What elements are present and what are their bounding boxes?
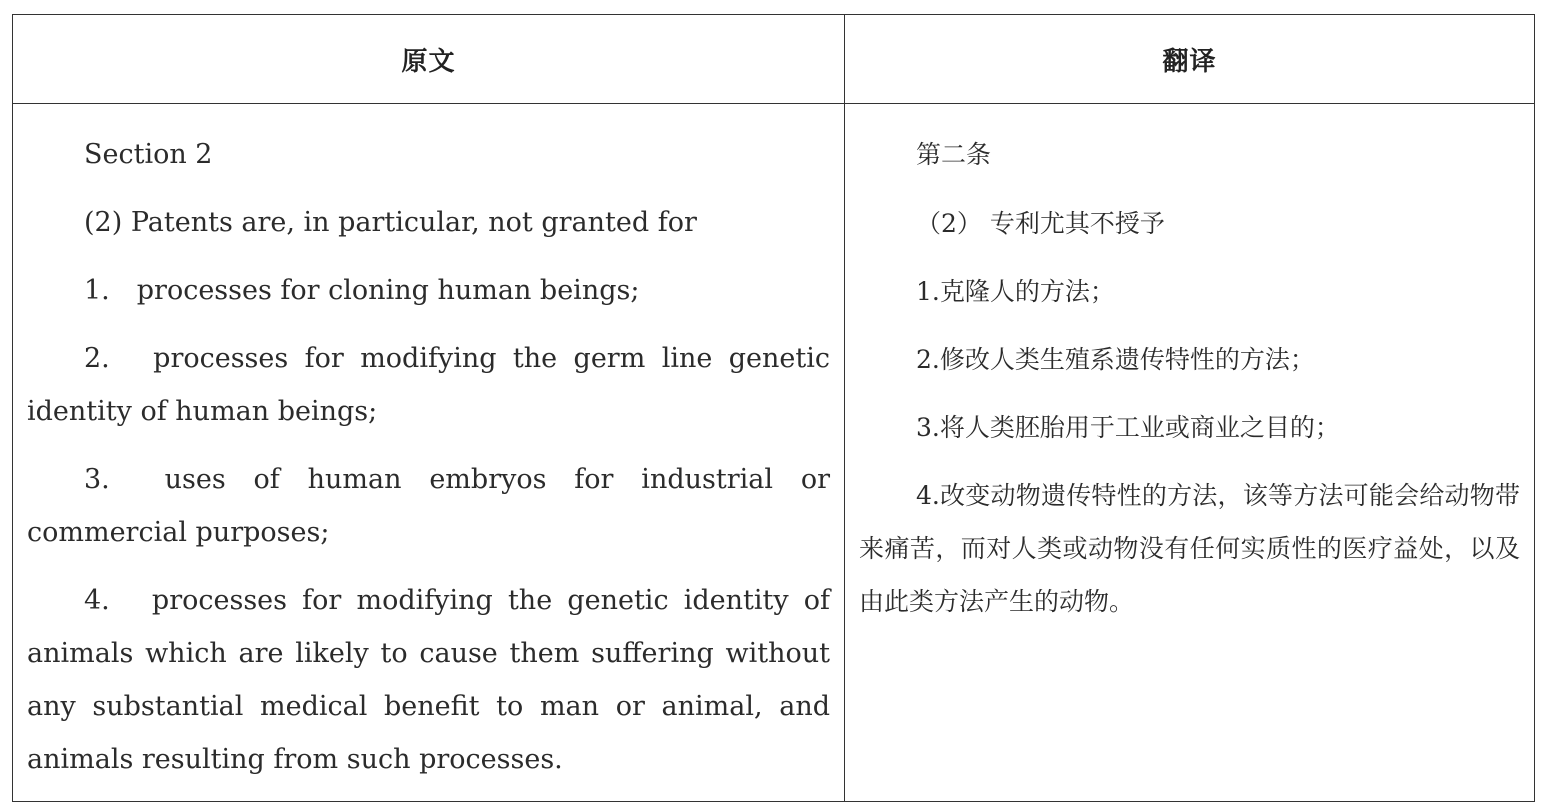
translation-paragraph-item-4: 4.改变动物遗传特性的方法，该等方法可能会给动物带来痛苦，而对人类或动物没有任何实质性的医疗益处，以及由此类方法产生的动物。 — [859, 481, 1520, 616]
translation-paragraph-item-3: 3.将人类胚胎用于工业或商业之目的； — [916, 413, 1340, 442]
translation-paragraph-item-1: 1.克隆人的方法； — [916, 277, 1115, 306]
original-column-header: 原文 — [13, 15, 845, 104]
original-paragraph-item-4: 4. processes for modifying the genetic identity of animals which are likely to cause them suffering without any substantial medical benefit to man or animal, and animals resulting from such processes. — [27, 585, 830, 775]
translation-column-header: 翻译 — [845, 15, 1535, 104]
translation-paragraph-item-2: 2.修改人类生殖系遗传特性的方法； — [916, 345, 1315, 374]
translation-table — [12, 14, 1535, 802]
original-paragraph-section-title: Section 2 — [84, 139, 213, 170]
original-paragraph-intro: (2) Patents are, in particular, not granted for — [84, 207, 697, 238]
original-paragraph-item-3: 3. uses of human embryos for industrial or commercial purposes; — [27, 464, 830, 548]
translation-paragraph-intro: （2） 专利尤其不授予 — [916, 209, 1165, 238]
original-text-cell — [13, 104, 845, 802]
translation-paragraph-section-title: 第二条 — [916, 140, 992, 169]
original-paragraph-item-1: 1. processes for cloning human beings; — [84, 275, 640, 306]
header-row — [13, 15, 1535, 104]
content-row — [13, 104, 1535, 802]
translation-text-cell — [845, 104, 1535, 802]
original-paragraph-item-2: 2. processes for modifying the germ line genetic identity of human beings; — [27, 343, 830, 427]
